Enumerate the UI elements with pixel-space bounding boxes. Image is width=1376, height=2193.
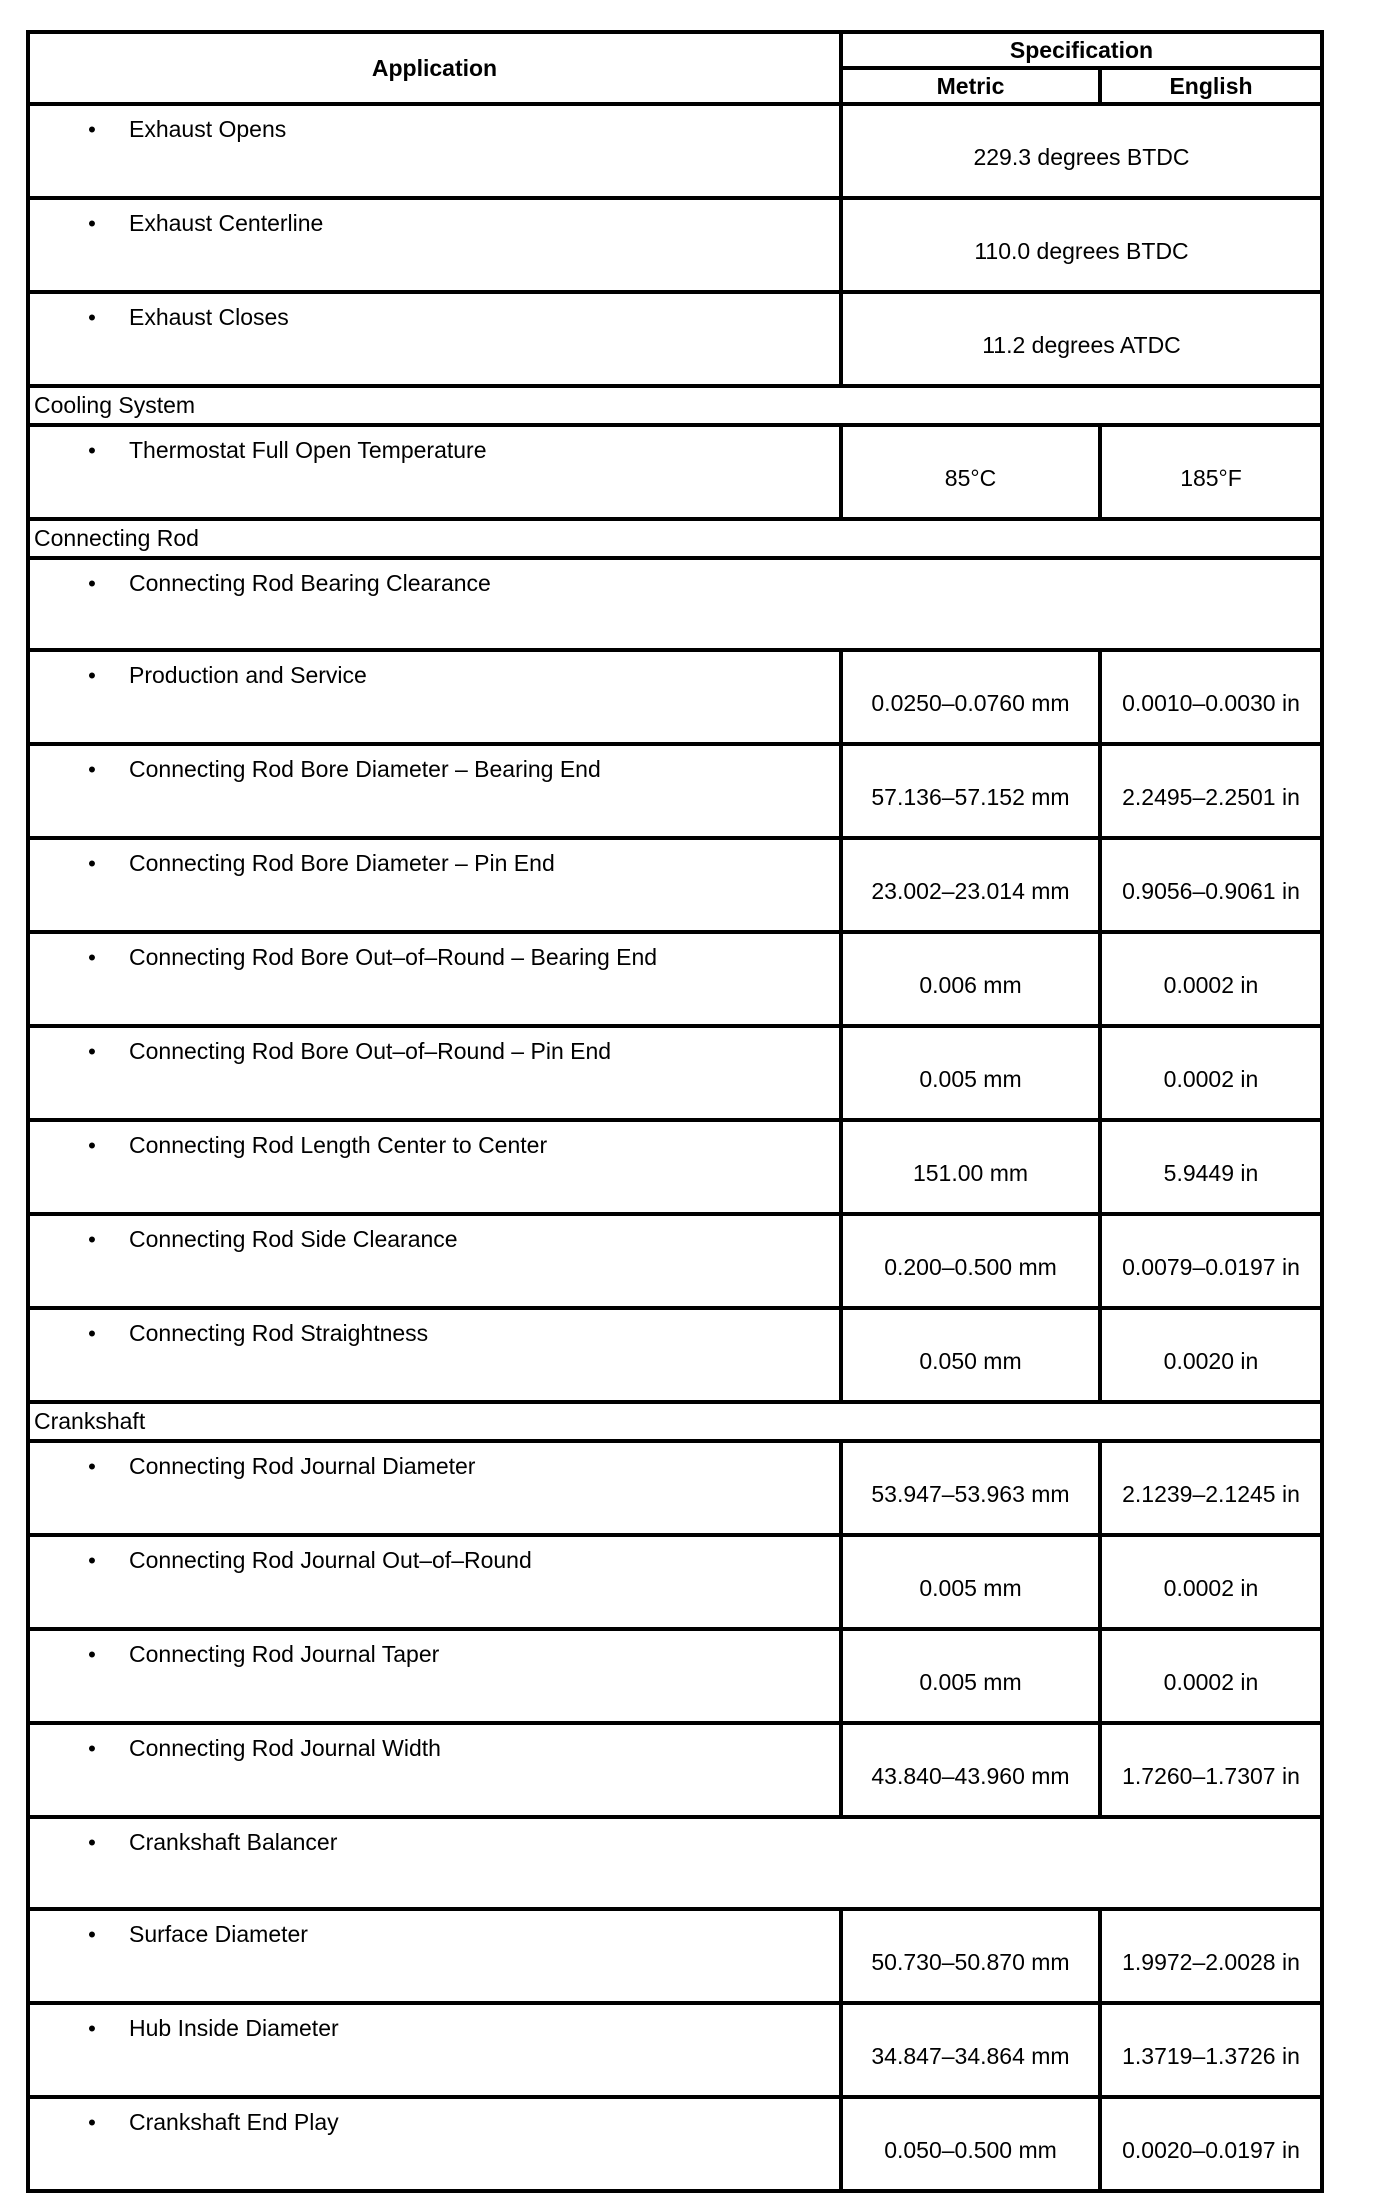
application-cell xyxy=(28,558,1322,650)
application-cell xyxy=(28,1723,841,1817)
metric-header: Metric xyxy=(841,68,1100,104)
english-value: 0.0002 in xyxy=(1100,1629,1322,1723)
english-value: 2.2495–2.2501 in xyxy=(1100,744,1322,838)
section-heading: Crankshaft xyxy=(28,1402,1322,1441)
bullet-icon: • xyxy=(88,2016,96,2041)
metric-value: 0.200–0.500 mm xyxy=(841,1214,1100,1308)
table-row xyxy=(28,1909,1322,2003)
application-label: Connecting Rod Bore Diameter – Bearing End xyxy=(129,756,601,782)
bullet-icon: • xyxy=(88,663,96,688)
english-value: 0.0002 in xyxy=(1100,1026,1322,1120)
application-cell xyxy=(28,425,841,519)
application-label: Connecting Rod Bearing Clearance xyxy=(129,570,491,596)
english-header: English xyxy=(1100,68,1322,104)
table-row xyxy=(28,650,1322,744)
application-label: Surface Diameter xyxy=(129,1921,308,1947)
bullet-icon: • xyxy=(88,2110,96,2135)
table-row xyxy=(28,425,1322,519)
metric-value: 0.0250–0.0760 mm xyxy=(841,650,1100,744)
bullet-icon: • xyxy=(88,438,96,463)
application-label: Connecting Rod Straightness xyxy=(129,1320,429,1346)
metric-value: 0.005 mm xyxy=(841,1535,1100,1629)
metric-value: 85°C xyxy=(841,425,1100,519)
metric-value: 50.730–50.870 mm xyxy=(841,1909,1100,2003)
bullet-icon: • xyxy=(88,1830,96,1855)
english-value: 0.0002 in xyxy=(1100,1535,1322,1629)
metric-value: 34.847–34.864 mm xyxy=(841,2003,1100,2097)
application-cell xyxy=(28,198,841,292)
table-row xyxy=(28,1026,1322,1120)
section-row xyxy=(28,1402,1322,1441)
bullet-icon: • xyxy=(88,1227,96,1252)
english-value: 1.9972–2.0028 in xyxy=(1100,1909,1322,2003)
section-heading: Connecting Rod xyxy=(28,519,1322,558)
application-label: Connecting Rod Side Clearance xyxy=(129,1226,458,1252)
specification-header: Specification xyxy=(841,32,1322,68)
application-label: Connecting Rod Journal Taper xyxy=(129,1641,440,1667)
table-row xyxy=(28,2097,1322,2191)
metric-value: 0.006 mm xyxy=(841,932,1100,1026)
bullet-icon: • xyxy=(88,1454,96,1479)
application-label: Crankshaft End Play xyxy=(129,2109,339,2135)
application-cell xyxy=(28,1629,841,1723)
section-heading: Cooling System xyxy=(28,386,1322,425)
table-row xyxy=(28,1535,1322,1629)
application-label: Exhaust Centerline xyxy=(129,210,324,236)
bullet-icon: • xyxy=(88,945,96,970)
application-label: Production and Service xyxy=(129,662,367,688)
application-cell xyxy=(28,1441,841,1535)
metric-value: 23.002–23.014 mm xyxy=(841,838,1100,932)
metric-value: 53.947–53.963 mm xyxy=(841,1441,1100,1535)
application-cell xyxy=(28,292,841,386)
section-row xyxy=(28,519,1322,558)
application-label: Connecting Rod Journal Out–of–Round xyxy=(129,1547,532,1573)
english-value: 2.1239–2.1245 in xyxy=(1100,1441,1322,1535)
application-label: Connecting Rod Journal Diameter xyxy=(129,1453,476,1479)
english-value: 0.0010–0.0030 in xyxy=(1100,650,1322,744)
metric-value: 0.005 mm xyxy=(841,1629,1100,1723)
bullet-icon: • xyxy=(88,117,96,142)
table-row xyxy=(28,292,1322,386)
application-label: Crankshaft Balancer xyxy=(129,1829,338,1855)
application-cell xyxy=(28,932,841,1026)
application-cell xyxy=(28,1817,1322,1909)
application-cell xyxy=(28,650,841,744)
application-label: Connecting Rod Bore Diameter – Pin End xyxy=(129,850,555,876)
table-row xyxy=(28,1723,1322,1817)
bullet-icon: • xyxy=(88,571,96,596)
subheading-row xyxy=(28,1817,1322,1909)
metric-value: 0.050 mm xyxy=(841,1308,1100,1402)
metric-value: 0.050–0.500 mm xyxy=(841,2097,1100,2191)
application-cell xyxy=(28,1909,841,2003)
bullet-icon: • xyxy=(88,305,96,330)
application-header: Application xyxy=(28,32,841,104)
english-value: 0.9056–0.9061 in xyxy=(1100,838,1322,932)
table-row xyxy=(28,1120,1322,1214)
table-row xyxy=(28,838,1322,932)
application-label: Hub Inside Diameter xyxy=(129,2015,339,2041)
application-cell xyxy=(28,2003,841,2097)
english-value: 1.3719–1.3726 in xyxy=(1100,2003,1322,2097)
table-row xyxy=(28,198,1322,292)
metric-value: 0.005 mm xyxy=(841,1026,1100,1120)
english-value: 185°F xyxy=(1100,425,1322,519)
application-cell xyxy=(28,1308,841,1402)
table-row xyxy=(28,2003,1322,2097)
application-label: Connecting Rod Journal Width xyxy=(129,1735,441,1761)
bullet-icon: • xyxy=(88,1548,96,1573)
bullet-icon: • xyxy=(88,211,96,236)
english-value: 0.0020–0.0197 in xyxy=(1100,2097,1322,2191)
bullet-icon: • xyxy=(88,1642,96,1667)
application-cell xyxy=(28,744,841,838)
english-value: 0.0002 in xyxy=(1100,932,1322,1026)
specification-value: 229.3 degrees BTDC xyxy=(841,104,1322,198)
application-cell xyxy=(28,1120,841,1214)
english-value: 0.0020 in xyxy=(1100,1308,1322,1402)
english-value: 5.9449 in xyxy=(1100,1120,1322,1214)
application-cell xyxy=(28,104,841,198)
application-label: Thermostat Full Open Temperature xyxy=(129,437,487,463)
specification-value: 11.2 degrees ATDC xyxy=(841,292,1322,386)
section-row xyxy=(28,386,1322,425)
table-row xyxy=(28,1214,1322,1308)
table-row xyxy=(28,1629,1322,1723)
metric-value: 43.840–43.960 mm xyxy=(841,1723,1100,1817)
metric-value: 151.00 mm xyxy=(841,1120,1100,1214)
bullet-icon: • xyxy=(88,1736,96,1761)
application-cell xyxy=(28,1214,841,1308)
application-cell xyxy=(28,1535,841,1629)
metric-value: 57.136–57.152 mm xyxy=(841,744,1100,838)
application-cell xyxy=(28,838,841,932)
bullet-icon: • xyxy=(88,757,96,782)
application-cell xyxy=(28,2097,841,2191)
table-row xyxy=(28,104,1322,198)
specification-table xyxy=(26,30,1324,2193)
application-label: Connecting Rod Length Center to Center xyxy=(129,1132,548,1158)
application-label: Exhaust Opens xyxy=(129,116,287,142)
bullet-icon: • xyxy=(88,1133,96,1158)
application-label: Exhaust Closes xyxy=(129,304,289,330)
application-label: Connecting Rod Bore Out–of–Round – Bearing End xyxy=(129,944,658,970)
bullet-icon: • xyxy=(88,1321,96,1346)
specification-value: 110.0 degrees BTDC xyxy=(841,198,1322,292)
application-cell xyxy=(28,1026,841,1120)
bullet-icon: • xyxy=(88,1922,96,1947)
table-row xyxy=(28,1441,1322,1535)
table-row xyxy=(28,744,1322,838)
subheading-row xyxy=(28,558,1322,650)
application-label: Connecting Rod Bore Out–of–Round – Pin End xyxy=(129,1038,612,1064)
english-value: 0.0079–0.0197 in xyxy=(1100,1214,1322,1308)
bullet-icon: • xyxy=(88,851,96,876)
bullet-icon: • xyxy=(88,1039,96,1064)
table-row xyxy=(28,932,1322,1026)
english-value: 1.7260–1.7307 in xyxy=(1100,1723,1322,1817)
table-row xyxy=(28,1308,1322,1402)
